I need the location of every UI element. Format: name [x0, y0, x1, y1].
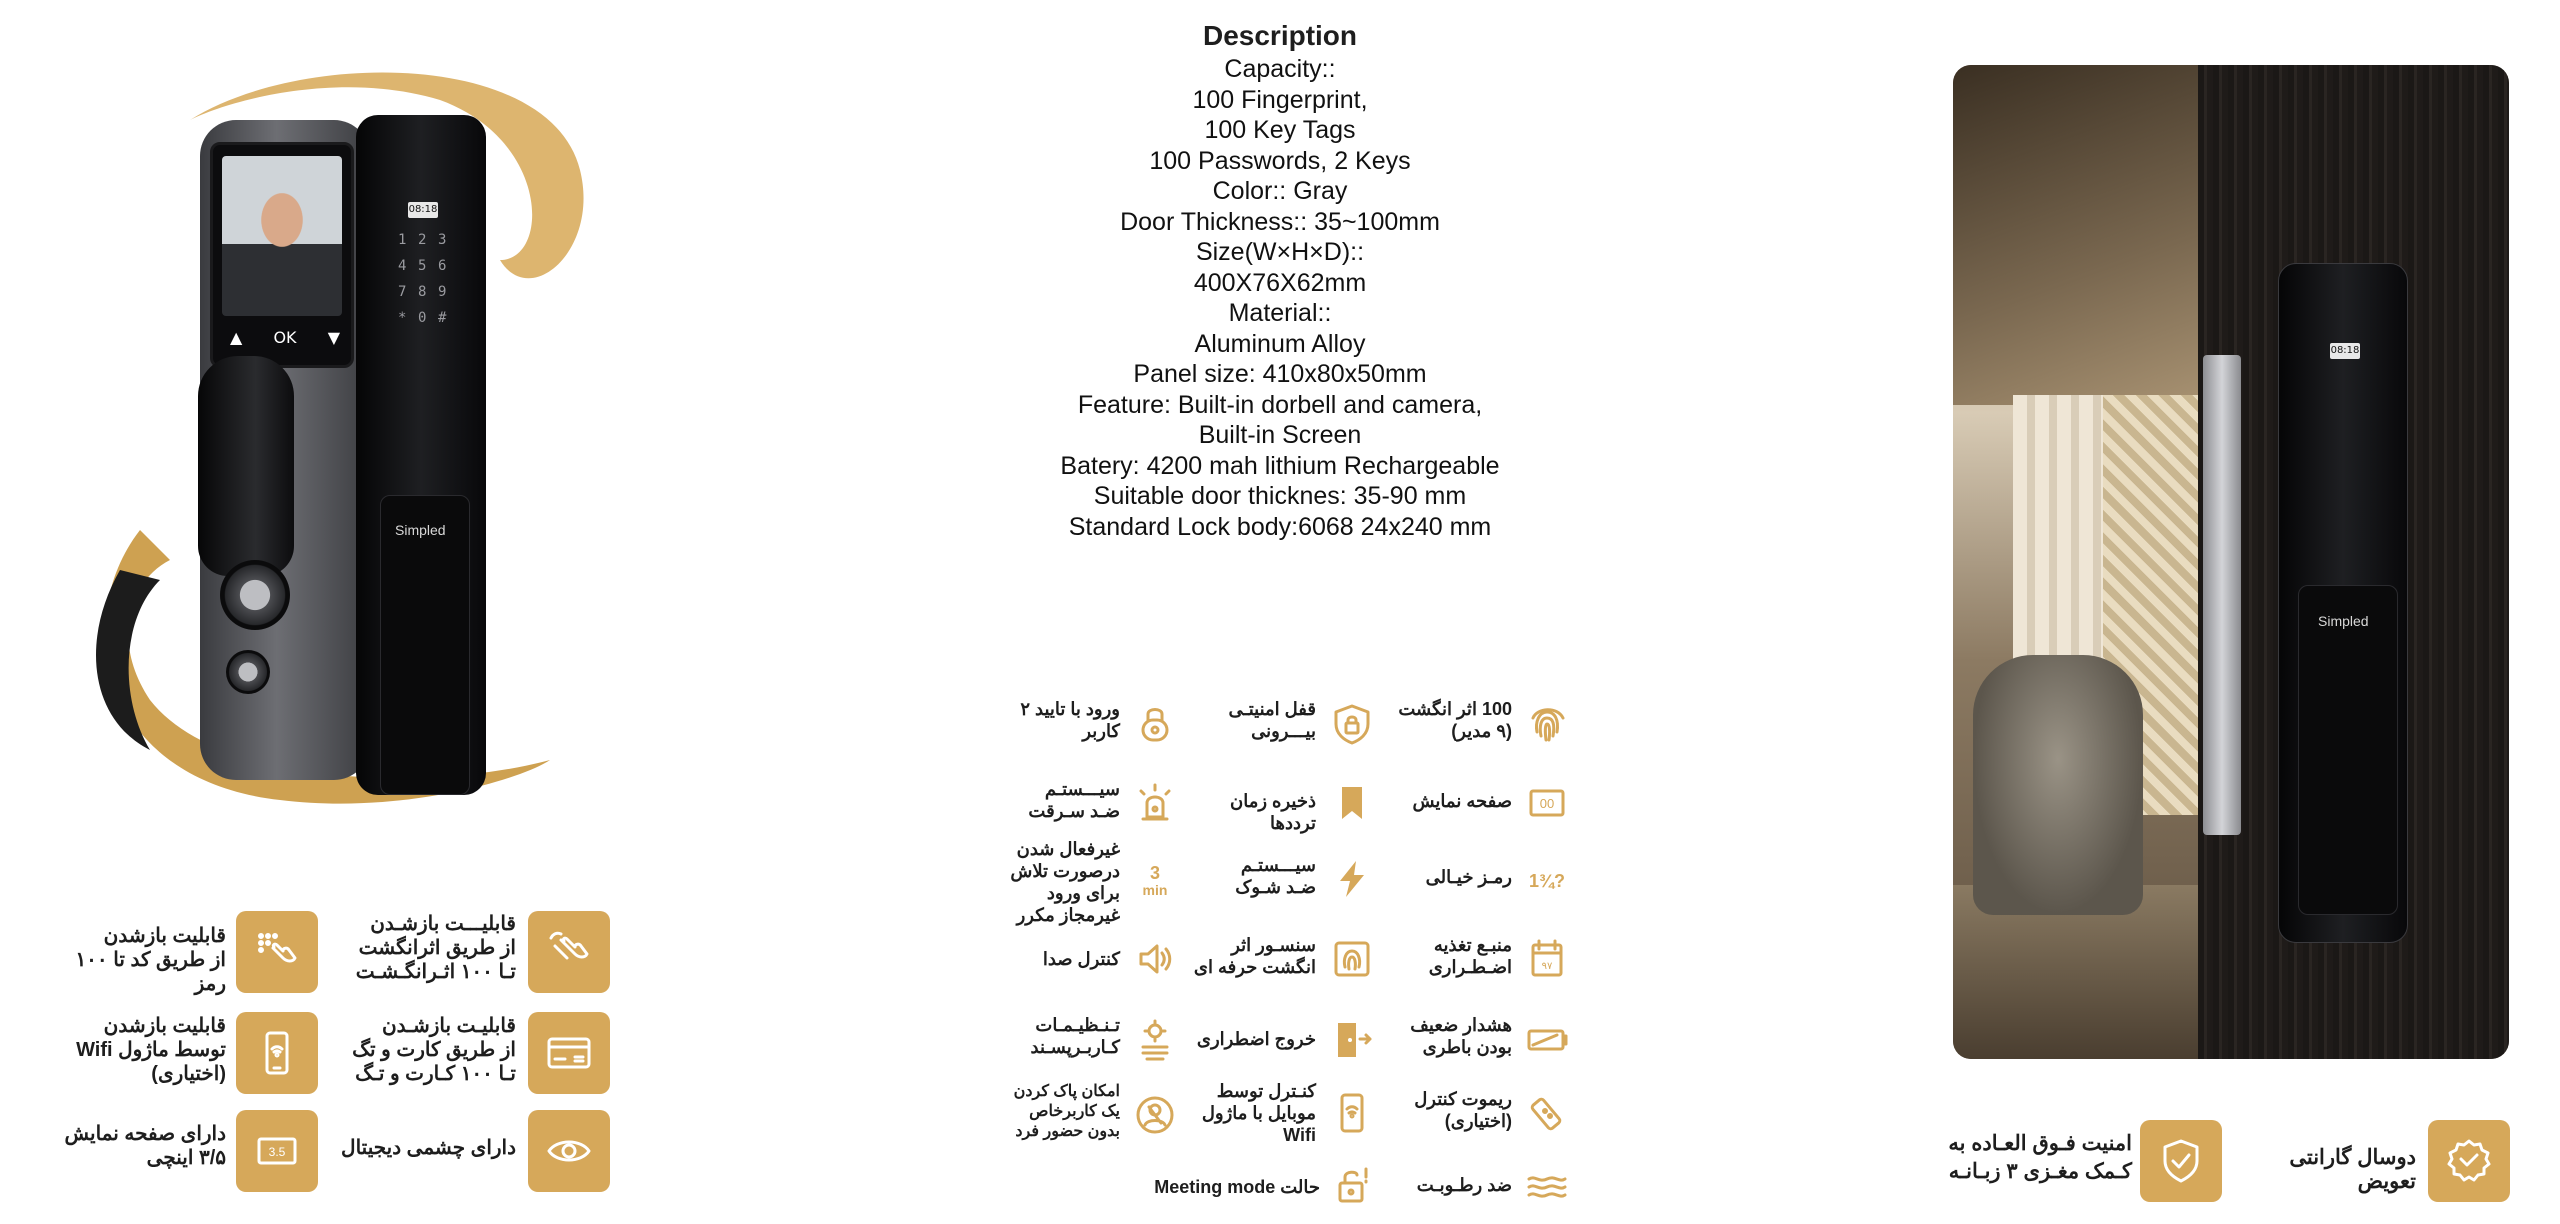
timer-icon-unit: min: [1142, 882, 1168, 898]
keypad-key: 6: [438, 258, 447, 274]
description-line: Color:: Gray: [1212, 177, 1348, 205]
description-line: 400X76X62mm: [1193, 268, 1367, 297]
feature-delete-user: امکان پاک کردن یک کاربرخاص بدون حضور فرد: [1013, 1083, 1120, 1140]
feature-fake-code: رمـز خیـالی: [1425, 867, 1512, 887]
sensor-icon: [1325, 932, 1379, 986]
photo-ceiling: [1953, 65, 2203, 405]
phone-wifi-icon: [236, 1012, 318, 1094]
photo-lock-plate: [2203, 355, 2241, 835]
screen-face: [222, 156, 342, 316]
keypad-key: 1: [398, 232, 407, 248]
touch-hand-icon: [528, 911, 610, 993]
description-line: Suitable door thicknes: 35-90 mm: [1093, 482, 1467, 510]
humidity-icon: [1520, 1158, 1574, 1212]
description-block: [980, 18, 1580, 542]
lock-handle: [198, 356, 294, 576]
unlock-icon: [1325, 1158, 1379, 1212]
description-line: 100 Fingerprint,: [1192, 85, 1368, 114]
description-line: Batery: 4200 mah lithium Rechargeable: [1060, 451, 1500, 480]
lightning-icon: [1325, 852, 1379, 906]
description-line: Capacity::: [1224, 55, 1336, 83]
feature-screen-size: دارای صفحه نمایش ۳/۵ اینچی: [64, 1123, 226, 1169]
feature-security-bolt: امنیت فـوق العـاده به کـمک مغـزی ۳ زبـانـه: [1948, 1132, 2132, 1183]
keypad-hand-icon: [236, 911, 318, 993]
timer-icon-number: 3: [1149, 863, 1161, 883]
description-line: Aluminum Alloy: [1194, 329, 1366, 358]
feature-two-user-entry: ورود با تایید ۲ کاربر: [1020, 699, 1120, 741]
photo-lock-clock: 08:18: [2330, 343, 2360, 359]
exit-door-icon: [1325, 1012, 1379, 1066]
screen-size-icon: [236, 1110, 318, 1192]
keypad-key: 8: [418, 284, 427, 300]
card-icon: [528, 1012, 610, 1094]
mobile-wifi-icon: [1325, 1086, 1379, 1140]
description-line: 100 Passwords, 2 Keys: [1149, 146, 1411, 175]
alarm-icon: [1128, 776, 1182, 830]
product-image: [80, 60, 640, 830]
feature-display: صفحه نمایش: [1412, 791, 1512, 811]
keypad-key: 4: [398, 258, 407, 274]
keypad-key: 2: [418, 232, 427, 248]
feature-digital-eye: دارای چشمی دیجیتال: [341, 1137, 516, 1159]
screen-key-down: ▼: [327, 328, 340, 347]
low-battery-icon: [1520, 1012, 1574, 1066]
feature-user-settings: تـنـظیـمـات کـاربـرپسـند: [1030, 1015, 1120, 1057]
feature-fingerprint-open: قابلیـــت بازشـدن از طریق اثرانگشت تـا ۱۰۰ اثـرانگـشـت: [355, 913, 516, 983]
knob-small: [226, 650, 270, 694]
description-line: Panel size: 410x80x50mm: [1133, 360, 1427, 388]
fingerprint-icon: [1520, 697, 1574, 751]
battery-calendar-icon: [1520, 932, 1574, 986]
keypad-key: 0: [418, 310, 427, 326]
feature-anti-theft: سیـــستـم ضـد سـرقت: [1028, 779, 1120, 821]
feature-wifi-open: قابلیت بازشدن توسط ماژول Wifi (اختیاری): [76, 1015, 226, 1085]
shield-check-icon: [2140, 1120, 2222, 1202]
keypad-key: 5: [418, 258, 427, 274]
feature-humidity: ضد رطـوبـت: [1416, 1175, 1512, 1195]
description-line: Door Thickness:: 35~100mm: [1120, 207, 1440, 236]
keypad-key: #: [438, 310, 447, 326]
installed-lock-photo: [1953, 65, 2509, 1059]
description-line: Feature: Built-in dorbell and camera,: [1077, 390, 1483, 419]
screen-keys: [230, 328, 340, 347]
feature-fingerprint-count: 100 اثر انگشت (۹ مدیر): [1398, 699, 1512, 741]
description-line: Material::: [1228, 299, 1332, 327]
lock-clock: 08:18: [408, 202, 438, 218]
black-lock-handle: [380, 495, 470, 795]
description-title: Description: [1202, 20, 1358, 51]
display-icon-label: 00: [1539, 796, 1555, 811]
description-line: Standard Lock body:6068 24x240 mm: [1068, 512, 1492, 541]
knob-large: [220, 560, 290, 630]
feature-external-lock: قفل امنیتـی بیـــرونی: [1228, 699, 1316, 741]
brand-label: Simpled: [395, 522, 446, 538]
feature-pro-sensor: سنسـور اثر انگشت حرفه ای: [1193, 935, 1316, 977]
screen-key-up: ▲: [230, 328, 243, 347]
feature-emergency-power: منبـع تغذیه اضـطـراری: [1428, 935, 1512, 977]
feature-emergency-exit: خروج اضطراری: [1196, 1029, 1316, 1049]
photo-lock-handle: [2298, 585, 2398, 915]
delete-user-icon: [1128, 1088, 1182, 1142]
keypad-key: 3: [438, 232, 447, 248]
description-line: Built-in Screen: [1198, 421, 1362, 449]
keypad-key: 9: [438, 284, 447, 300]
keypad-key: 7: [398, 284, 407, 300]
feature-card-open: قابلیـت بازشـدن از طریق کارت و تگ تـا ۱۰۰ کـارت و تـگ: [352, 1015, 516, 1085]
keypad-key: *: [398, 310, 407, 326]
screen-size-label: 3.5: [268, 1145, 286, 1159]
display-icon: [1520, 776, 1574, 830]
timer-icon: [1128, 854, 1182, 908]
user-lock-icon: [1128, 697, 1182, 751]
eye-icon: [528, 1110, 610, 1192]
description-line: Size(W×H×D)::: [1195, 238, 1365, 266]
warranty-badge-icon: [2428, 1120, 2510, 1202]
feature-log-time: ذخیره زمان ترددها: [1230, 791, 1316, 833]
feature-mobile-control: کنـترل توسط موبایل با ماژول Wifi: [1201, 1081, 1316, 1145]
feature-remote-control: ریموت کنترل (اختیاری): [1414, 1089, 1512, 1131]
speaker-icon: [1128, 932, 1182, 986]
shield-lock-icon: [1325, 697, 1379, 751]
feature-volume: کنترل صدا: [1042, 949, 1120, 969]
feature-warranty: دوسال گارانتی تعویض: [2289, 1146, 2416, 1193]
feature-lockout: غیرفعال شدن درصورت تلاش برای ورود غیرمجاز مکرر: [1010, 839, 1120, 925]
feature-anti-shock: سیـــستـم ضـد شـوک: [1235, 855, 1316, 897]
photo-brand-label: Simpled: [2318, 613, 2369, 629]
feature-meeting-mode: حالت Meeting mode: [1154, 1177, 1320, 1197]
code-icon: [1520, 852, 1574, 906]
code-icon-label: 1¾?: [1528, 871, 1566, 891]
feature-low-battery: هشدار ضعیف بودن باطری: [1410, 1015, 1512, 1057]
settings-icon: [1128, 1012, 1182, 1066]
screen-key-ok: OK: [273, 328, 297, 347]
remote-icon: [1520, 1086, 1574, 1140]
bookmark-icon: [1325, 776, 1379, 830]
description-line: 100 Key Tags: [1204, 116, 1356, 144]
photo-chair: [1973, 655, 2143, 915]
svg-text:۹۷: ۹۷: [1541, 961, 1553, 972]
feature-code-open: قابلیت بازشدن از طریق کد تا ۱۰۰ رمز: [75, 925, 226, 995]
